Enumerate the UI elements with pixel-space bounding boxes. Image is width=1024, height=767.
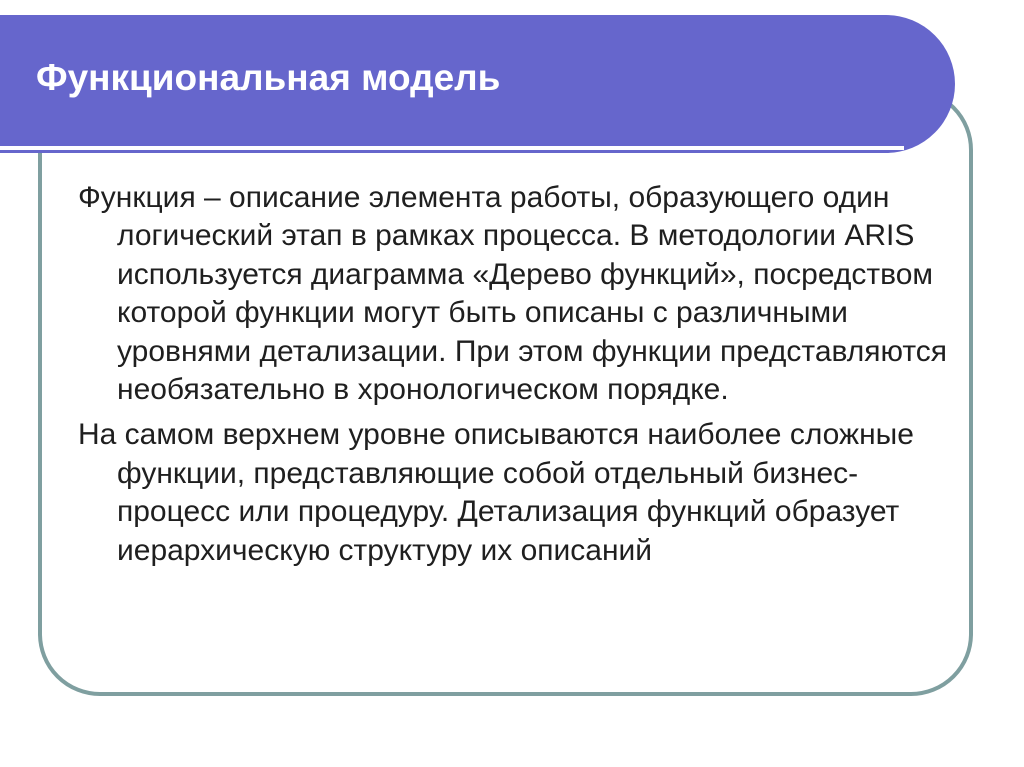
paragraph-top-level-functions: На самом верхнем уровне описываются наиболее сложные функции, представляющие собой отдельный бизнес-процесс или процедуру. Детализация функций образует иерархическую структуру их описаний — [78, 418, 914, 567]
paragraph-function-definition: Функция – описание элемента работы, образующего один логический этап в рамках процесса. В методологии ARIS используется диаграмма «Дерево функций», посредством которой функции могут быть описаны с различными уровнями детализации. При этом функции представляются необязательно в хронологическом порядке. — [78, 181, 947, 407]
slide-body — [78, 179, 948, 577]
title-underline — [0, 146, 904, 150]
slide-title: Функциональная модель — [36, 57, 501, 98]
